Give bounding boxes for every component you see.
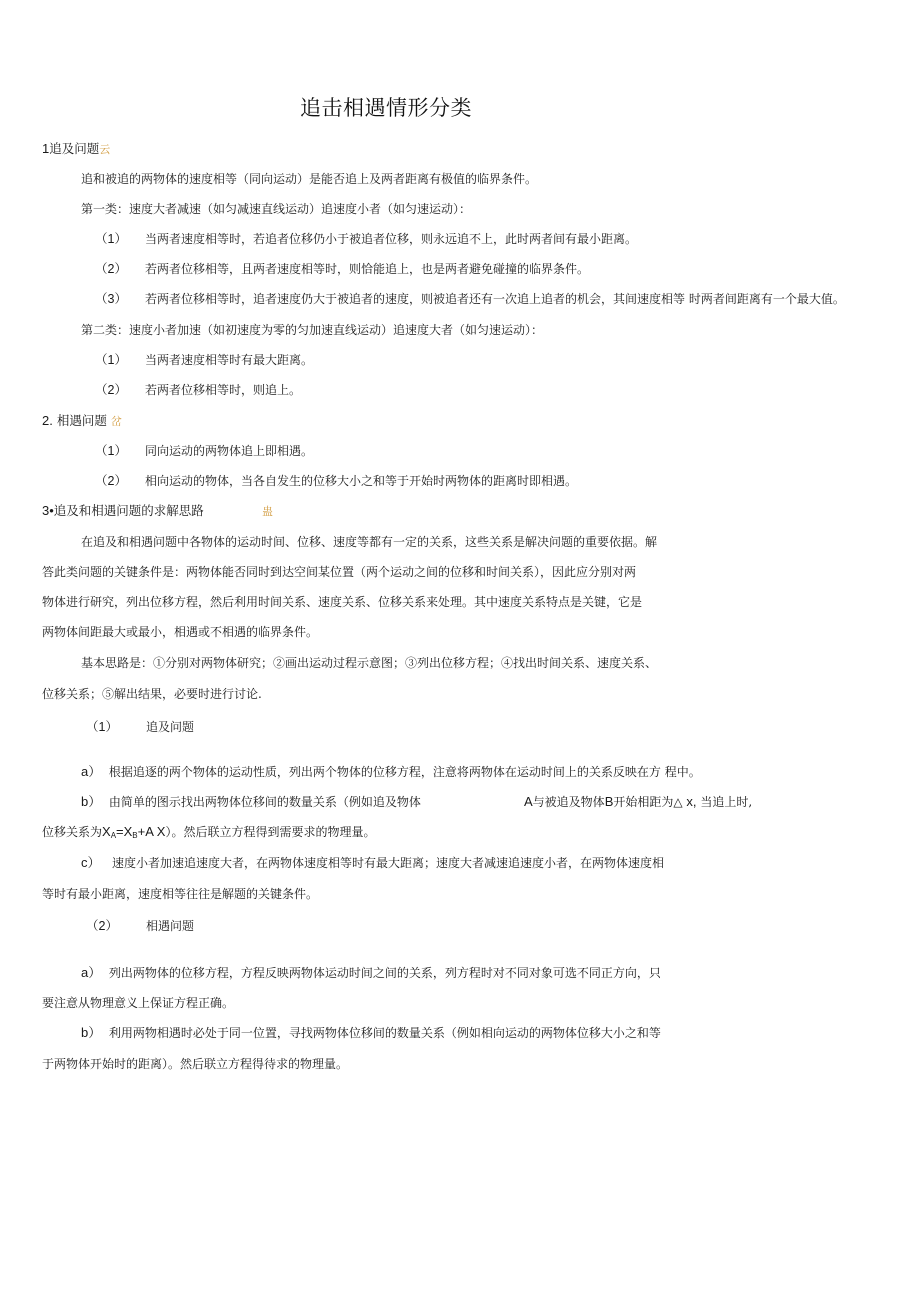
point-a-line-2: 要注意从物理意义上保证方程正确。: [42, 996, 235, 1010]
point-a: [81, 764, 701, 780]
eq-xa: X: [102, 824, 111, 839]
point-label: a）: [81, 764, 102, 779]
point-text: 开始相距为△: [613, 795, 683, 809]
item-label: （2）: [95, 262, 127, 276]
eq-plus: +A X: [137, 824, 166, 839]
var-b: B: [604, 794, 614, 809]
margin-mark-glyph: 蛊: [262, 505, 273, 518]
list-item: [95, 352, 313, 368]
paragraph-line: 在追及和相遇问题中各物体的运动时间、位移、速度等都有一定的关系，这些关系是解决问题的重要依据。解: [81, 535, 658, 549]
paragraph-line: 物体进行研究，列出位移方程，然后利用时间关系、速度关系、位移关系来处理。其中速度关系特点是关键，它是: [42, 595, 643, 609]
point-b: [81, 1025, 661, 1041]
point-text: 列出两物体的位移方程，方程反映两物体运动时间之间的关系，列方程时对不同对象可选不同正方向，只: [108, 966, 661, 980]
item-text: 相向运动的物体，当各自发生的位移大小之和等于开始时两物体的距离时即相遇。: [145, 474, 578, 488]
item-label: （2）: [95, 474, 127, 488]
paragraph: 追和被追的两物体的速度相等（同向运动）是能否追上及两者距离有极值的临界条件。: [81, 172, 538, 186]
point-c-line-2: 等时有最小距离，速度相等往往是解题的关键条件。: [42, 887, 319, 901]
item-label: （2）: [86, 919, 118, 933]
section-title: 相遇问题: [56, 413, 107, 428]
point-label: a）: [81, 965, 102, 980]
equation: [102, 824, 165, 839]
section-number: 2.: [42, 413, 53, 428]
list-item: [95, 443, 313, 459]
section-title: 追及和相遇问题的求解思路: [53, 503, 204, 518]
point-b-line-2: 于两物体开始时的距离）。然后联立方程得待求的物理量。: [42, 1057, 349, 1071]
subsection-title: 追及问题: [146, 720, 195, 734]
item-text: 当两者速度相等时，若追者位移仍小于被追者位移，则永远追不上，此时两者间有最小距离。: [145, 232, 638, 246]
section-1-heading: [42, 141, 110, 158]
paragraph-line: 答此类问题的关键条件是：两物体能否同时到达空间某位置（两个运动之间的位移和时间关系），因此应分别对两: [42, 565, 637, 579]
item-text: 若两者位移相等，且两者速度相等时，则恰能追上，也是两者避免碰撞的临界条件。: [145, 262, 590, 276]
item-label: （1）: [86, 720, 118, 734]
point-b-line-2: [42, 824, 375, 844]
point-text: 速度小者加速追速度大者，在两物体速度相等时有最大距离；速度大者减速追速度小者，在两物体速度相: [111, 856, 664, 870]
list-item: [95, 473, 577, 489]
subsection-title: 相遇问题: [146, 919, 195, 933]
subsection-heading: [86, 719, 194, 735]
item-label: （1）: [95, 444, 127, 458]
item-label: （1）: [95, 232, 127, 246]
margin-mark: 岔: [110, 415, 122, 428]
margin-mark: [262, 503, 273, 520]
var-a: A: [524, 794, 533, 809]
margin-mark: 云: [99, 143, 111, 156]
page-title: 追击相遇情形分类: [300, 96, 472, 120]
point-label: b）: [81, 794, 102, 809]
category-heading: 第一类：速度大者减速（如匀减速直线运动）追速度小者（如匀速运动）：: [81, 202, 472, 216]
point-b: [81, 794, 421, 810]
point-b-continued: [524, 794, 752, 810]
point-label: b）: [81, 1025, 102, 1040]
item-label: （3）: [95, 292, 127, 306]
point-a: [81, 965, 661, 981]
subsection-heading: [86, 918, 194, 934]
point-text: 与被追及物体: [532, 795, 605, 809]
item-text: 当两者速度相等时有最大距离。: [145, 353, 314, 367]
paragraph-line: 位移关系；⑤解出结果，必要时进行讨论.: [42, 687, 262, 701]
item-text: 若两者位移相等时，追者速度仍大于被追者的速度，则被追者还有一次追上追者的机会，其间速度相等 时两者间距离有一个最大值。: [145, 292, 845, 306]
list-item: [95, 291, 845, 307]
list-item: [95, 231, 637, 247]
item-text: 同向运动的两物体追上即相遇。: [145, 444, 314, 458]
section-title: 追及问题: [49, 141, 100, 156]
point-label: c）: [81, 855, 101, 870]
point-text: 由简单的图示找出两物体位移间的数量关系（例如追及物体: [108, 795, 421, 809]
point-text: 根据追逐的两个物体的运动性质，列出两个物体的位移方程，注意将两物体在运动时间上的关系反映在方 程中。: [108, 765, 701, 779]
item-label: （2）: [95, 383, 127, 397]
point-text: 位移关系为: [42, 825, 103, 839]
list-item: [95, 382, 301, 398]
item-label: （1）: [95, 353, 127, 367]
section-2-heading: [42, 413, 122, 430]
section-number: 3•: [42, 503, 54, 518]
eq-eq: =X: [116, 824, 133, 839]
point-text: 利用两物相遇时必处于同一位置，寻找两物体位移间的数量关系（例如相向运动的两物体位移大小之和等: [108, 1026, 661, 1040]
var-x: x,: [686, 794, 697, 809]
category-heading: 第二类：速度小者加速（如初速度为零的匀加速直线运动）追速度大者（如匀速运动）：: [81, 323, 544, 337]
point-text: 当追上时,: [700, 795, 753, 809]
list-item: [95, 261, 589, 277]
paragraph-line: 基本思路是：①分别对两物体研究；②画出运动过程示意图；③列出位移方程；④找出时间关系、速度关系、: [81, 656, 658, 670]
section-number: 1: [42, 141, 50, 156]
section-3-heading: [42, 503, 204, 519]
point-c: [81, 855, 664, 871]
eq-sub-b: B: [132, 831, 138, 840]
paragraph-line: 两物体间距最大或最小，相遇或不相遇的临界条件。: [42, 625, 319, 639]
eq-sub-a: A: [110, 831, 117, 840]
point-text: ）。然后联立方程得到需要求的物理量。: [165, 825, 376, 839]
item-text: 若两者位移相等时，则追上。: [145, 383, 302, 397]
